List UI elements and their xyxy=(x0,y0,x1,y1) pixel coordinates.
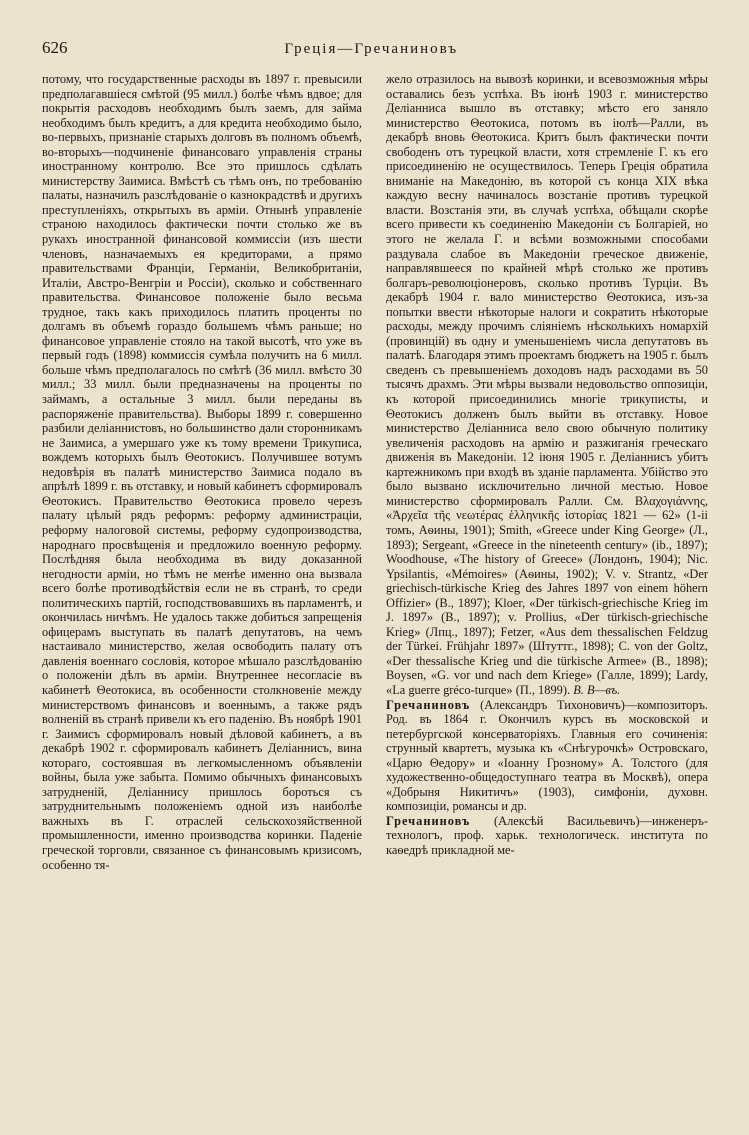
left-column-text: потому, что государственные расходы въ 1897 г. превысили предполагавшiеся смѣтой (95 милл.) болѣе чѣмъ вдвое; для покрытiя расходовъ необходимъ былъ заемъ, для займа необходимъ былъ кредитъ, а для кредита необходимо было, во-первыхъ, признанiе старыхъ долговъ въ полномъ объемѣ, во-вторыхъ—подчиненiе финансоваго управленiя страны иностранному контролю. Все это пришлось сдѣлать министерству Заимиса. Вмѣстѣ съ тѣмъ онъ, по требованiю палаты, назначилъ разслѣдованiе о казнокрадствѣ и другихъ преступленiяхъ, открытыхъ въ армiи. Отнынѣ управленiе страною находилось фактически почти столько же въ рукахъ иностранной финансовой коммиссiи (изъ шести членовъ, назначаемыхъ ея кредиторами, а прямо правительствами Францiи, Германiи, Великобританiи, Италiи, Австро-Венгрiи и Россiи), сколько и собственнаго правительства. Финансовое положенiе было весьма трудное, такъ какъ приходилось платить проценты по долгамъ въ объемѣ гораздо большемъ чѣмъ раньше; но финансовое управленiе стояло на такой высотѣ, что уже въ первый годъ (1898) коммиссiя сумѣла получить на 6 милл. больше чѣмъ предполагалось по смѣтѣ (36 милл. вмѣсто 30 милл.; 33 милл. были предназначены на проценты по займамъ, а остальные 3 милл. были переданы въ распоряженiе правительства). Выборы 1899 г. совершенно разбили делiаннистовъ, но большинство дали сторонникамъ не Заимиса, а умершаго уже къ тому времени Трикуписа, вождемъ которыхъ былъ Θеотокисъ. Получившее вотумъ недовѣрiя въ палатѣ министерство Заимиса подало въ апрѣлѣ 1899 г. въ отставку, и новый кабинетъ сформировалъ Θеотокисъ. Правительство Θеотокиса провело черезъ палату цѣлый рядъ реформъ: реформу администрацiи, реформу налоговой системы, реформу судопроизводства, народнаго просвѣщенiя и предложило военную реформу. Послѣдняя была необходима въ виду доказанной негодности армiи, но тѣмъ не менѣе именно она вызвала всего болѣе противодѣйствiя если не въ странѣ, то среди политическихъ партiй, господствовавшихъ въ парламентѣ, и окончилась ничѣмъ. Не удалось также добиться запрещенiя офицерамъ выступать въ палатѣ депутатовъ, на чемъ настаивало министерство, желая освободить палату отъ давленiя военнаго сословiя, которое мѣшало разслѣдованiю о положенiи дѣлъ въ армiи. Внутреннее несогласiе въ кабинетѣ Θеотокиса, въ особенности столкновенiе между министерствомъ финансовъ и военнымъ, а также рядъ волненiй въ странѣ привели къ его паденiю. Въ ноябрѣ 1901 г. Заимисъ сформировалъ новый дѣловой кабинетъ, а въ декабрѣ 1902 г. сформировалъ кабинетъ Делiаннисъ, вина котораго, состоявшая въ легкомысленномъ объявленiи войны, была уже забыта. Помимо обычныхъ финансовыхъ затрудненiй, Делiаннису пришлось бороться съ затруднительнымъ положенiемъ одной изъ наиболѣе важныхъ въ Г. отраслей сельскохозяйственной промышленности, именно производства коринки. Паденiе греческой торговли, связанное съ финансовымъ кризисомъ, особенно тя- xyxy=(42,72,362,872)
author-signature: В. В—въ. xyxy=(573,682,621,697)
page-number: 626 xyxy=(42,38,68,57)
page-header xyxy=(42,38,705,58)
article-continuation: жело отразилось на вывозѣ коринки, и всевозможныя мѣры оставались безъ успѣха. Въ iюнѣ 1903 г. министерство Делiаннисa вышло въ отставку; мѣсто его заняло министерство Θеотокиса, потомъ въ iюлѣ—Ралли, въ декабрѣ вновь Θеотокиса. Критъ былъ фактически почти свободенъ отъ турецкой власти, хотя стремленiе Г. къ его присоединенiю не осуществилось. Теперь Грецiя обратила вниманiе на Македонiю, въ которой съ конца XIX вѣка каждую весну начиналось возстанiе противъ турецкой власти. Возстанiя эти, въ случаѣ успѣха, обѣщали скорѣе всего привести къ соединенiю Македонiи съ Болгарiей, но этого не желала Г. и всѣми возможными способами раздувала слабое въ Македонiи греческое движенiе, направлявшееся по крайней мѣрѣ столько же противъ болгаръ-революцiонеровъ, сколько противъ Турцiи. Въ декабрѣ 1904 г. вало министерство Θеотокиса, изъ-за попытки ввести нѣкоторые налоги и сократить нѣкоторые расходы, между прочимъ слiянiемъ нѣсколькихъ номархiй (провинцiй) въ одну и уменьшенiемъ числа депутатовъ въ палатѣ. Благодаря этимъ проектамъ бюджетъ на 1905 г. былъ сведенъ съ превышенiемъ доходовъ надъ расходами въ 50 тысячъ драхмъ. Эти мѣры вызвали недовольство оппозицiи, къ которой присоединились многiе трикуписты, и Θеотокисъ долженъ былъ выйти въ отставку. Новое министерство Делiаннисa вело свою обычную политику увеличенiя расходовъ на армiю и разжиганiя греческаго движенiя въ Македонiи. 12 iюня 1905 г. Делiаннисъ убитъ картежникомъ при входѣ въ зданiе парламента. Убiйство это было вызвано исключительно личной местью. Новое министерство сформировалъ Ралли. См. Βλαχογιάννης, «Ἀρχεῖα τῆς νεωτέρας ἑλληνικῆς ἱστορίας 1821 — 62» (1-ii томъ, Аѳины, 1901); Smith, «Greece under King George» (Л., 1893); Sergeant, «Greece in the nineteenth century» (ib., 1897); Woodhouse, «The history of Greece» (Лондонъ, 1904); Nic. Ypsilantis, «Mémoires» (Аѳины, 1902); V. v. Strantz, «Der griechisch-türkische Krieg des Jahres 1897 von einem höhern Offizier» (B., 1897); Kloer, «Der türkisch-griechische Krieg im J. 1897» (B., 1897); v. Prollius, «Der türkisch-griechische Krieg» (Лпц., 1897); Fetzer, «Aus dem thessalischen Feldzug der Türkei. Frühjahr 1897» (Штуттг., 1898); C. von der Goltz, «Der thessalische Krieg und die türkische Armee» (B., 1898); Boysen, «G. vor und nach dem Kriege» (Галле, 1899); Lardy, «La guerre gréco-turque» (П., 1899). xyxy=(386,72,708,697)
entry-grechaninov-alexei xyxy=(386,814,708,858)
entry-head: Гречаниновъ xyxy=(386,813,471,828)
left-column xyxy=(42,72,362,872)
right-column xyxy=(386,72,708,858)
entry-head: Гречаниновъ xyxy=(386,697,471,712)
entry-text: (Александръ Тихоновичъ)—композиторъ. Род. въ 1864 г. Окончилъ курсъ въ московской и петербургской консерваторiяхъ. Главныя его сочиненiя: струнный квартетъ, музыка къ «Снѣгурочкѣ» Островскаго, «Царю Θедору» и «Iоанну Грозному» А. Толстого (для художественно-общедоступнаго театра въ Москвѣ), опера «Добрыня Никитичъ» (1903), симфонiи, духовн. композицiи, романсы и др. xyxy=(386,697,708,814)
entry-grechaninov-alexander xyxy=(386,698,708,814)
running-head: Грецiя—Гречаниновъ xyxy=(284,41,459,57)
entry-text: (Алексѣй Васильевичъ)—инженеръ-технологъ, проф. харьк. технологическ. института по каѳедрѣ прикладной ме- xyxy=(386,813,708,857)
right-column-text xyxy=(386,72,708,698)
